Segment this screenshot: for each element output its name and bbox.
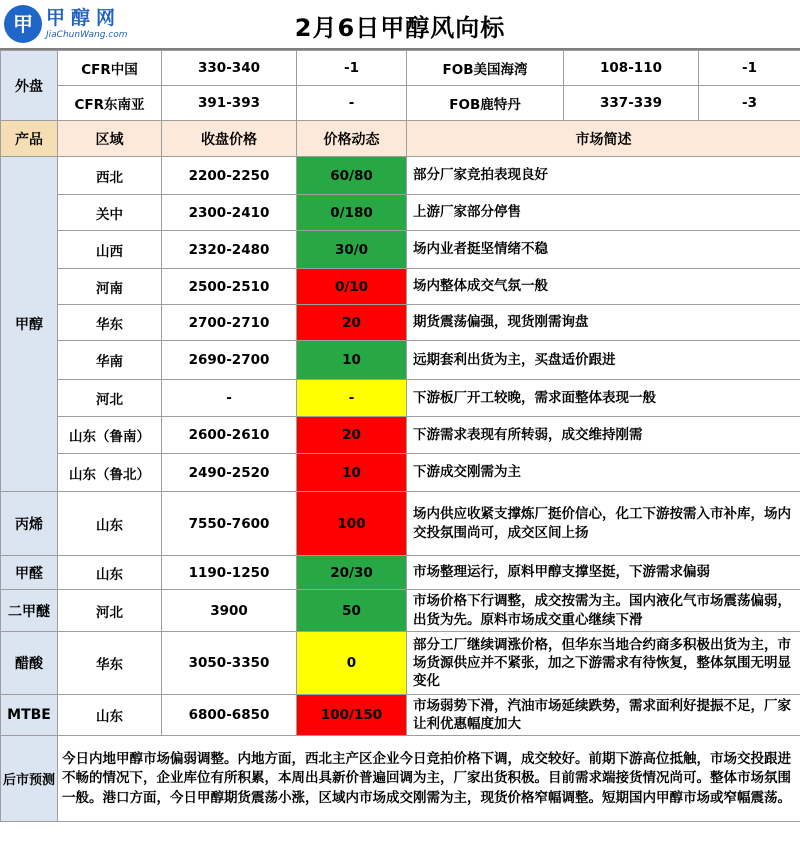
indicator-table xyxy=(0,50,800,822)
price-cell: - xyxy=(162,380,297,417)
price-cell: 2490-2520 xyxy=(162,454,297,492)
change-cell: 20 xyxy=(297,417,407,454)
logo-url: JiaChunWang.com xyxy=(46,30,128,40)
region-cell: 山东（鲁南） xyxy=(58,417,162,454)
region-cell: 华东 xyxy=(58,305,162,341)
price-cell: 3050-3350 xyxy=(162,632,297,695)
product-row xyxy=(1,590,800,632)
product-label: 甲醛 xyxy=(1,556,58,590)
external-market: CFR东南亚 xyxy=(58,86,162,121)
summary-cell: 市场弱势下滑，汽油市场延续跌势，需求面利好提振不足，厂家让利优惠幅度加大 xyxy=(407,695,800,736)
region-cell: 山东（鲁北） xyxy=(58,454,162,492)
forecast-row xyxy=(1,736,800,822)
summary-cell: 场内整体成交气氛一般 xyxy=(407,269,800,305)
methanol-row xyxy=(1,231,800,269)
change-cell: 30/0 xyxy=(297,231,407,269)
product-row xyxy=(1,695,800,736)
column-header-row xyxy=(1,121,800,157)
region-cell: 河北 xyxy=(58,380,162,417)
column-header-close-price: 收盘价格 xyxy=(162,121,297,157)
region-cell: 西北 xyxy=(58,157,162,195)
external-market: FOB美国海湾 xyxy=(407,51,564,86)
region-cell: 华南 xyxy=(58,341,162,380)
change-cell: - xyxy=(297,380,407,417)
logo-mark-icon: 甲 xyxy=(4,5,42,43)
external-price: 391-393 xyxy=(162,86,297,121)
product-label: 二甲醚 xyxy=(1,590,58,632)
region-cell: 河南 xyxy=(58,269,162,305)
external-market: CFR中国 xyxy=(58,51,162,86)
price-cell: 3900 xyxy=(162,590,297,632)
summary-cell: 下游成交刚需为主 xyxy=(407,454,800,492)
price-cell: 2700-2710 xyxy=(162,305,297,341)
price-cell: 2320-2480 xyxy=(162,231,297,269)
price-cell: 2200-2250 xyxy=(162,157,297,195)
methanol-row xyxy=(1,269,800,305)
product-row xyxy=(1,556,800,590)
column-header-product: 产品 xyxy=(1,121,58,157)
summary-cell: 远期套利出货为主，买盘适价跟进 xyxy=(407,341,800,380)
summary-cell: 下游板厂开工较晚，需求面整体表现一般 xyxy=(407,380,800,417)
logo-text: 甲醇网 xyxy=(46,7,122,29)
external-price: 108-110 xyxy=(564,51,699,86)
methanol-row xyxy=(1,157,800,195)
methanol-row xyxy=(1,195,800,231)
methanol-row xyxy=(1,341,800,380)
external-price: 337-339 xyxy=(564,86,699,121)
price-cell: 2500-2510 xyxy=(162,269,297,305)
change-cell: 10 xyxy=(297,454,407,492)
external-row xyxy=(1,86,800,121)
price-cell: 7550-7600 xyxy=(162,492,297,556)
change-cell: 50 xyxy=(297,590,407,632)
change-cell: 20 xyxy=(297,305,407,341)
product-row xyxy=(1,492,800,556)
external-change: -1 xyxy=(297,51,407,86)
region-cell: 华东 xyxy=(58,632,162,695)
external-price: 330-340 xyxy=(162,51,297,86)
change-cell: 0/10 xyxy=(297,269,407,305)
summary-cell: 场内业者挺坚情绪不稳 xyxy=(407,231,800,269)
change-cell: 100/150 xyxy=(297,695,407,736)
region-cell: 河北 xyxy=(58,590,162,632)
summary-cell: 市场价格下行调整，成交按需为主。国内液化气市场震荡偏弱，出货为先。原料市场成交重心继续下滑 xyxy=(407,590,800,632)
summary-cell: 场内供应收紧支撑炼厂挺价信心，化工下游按需入市补库，场内交投氛围尚可，成交区间上扬 xyxy=(407,492,800,556)
methanol-row xyxy=(1,454,800,492)
column-header-summary: 市场简述 xyxy=(407,121,800,157)
summary-cell: 部分工厂继续调涨价格，但华东当地合约商多积极出货为主，市场货源供应并不紧张，加之下游需求有待恢复，整体氛围无明显变化 xyxy=(407,632,800,695)
region-cell: 关中 xyxy=(58,195,162,231)
summary-cell: 期货震荡偏强，现货刚需询盘 xyxy=(407,305,800,341)
external-market: FOB鹿特丹 xyxy=(407,86,564,121)
summary-cell: 部分厂家竞拍表现良好 xyxy=(407,157,800,195)
external-change: -1 xyxy=(699,51,800,86)
product-label: 醋酸 xyxy=(1,632,58,695)
forecast-text: 今日内地甲醇市场偏弱调整。内地方面，西北主产区企业今日竞拍价格下调，成交较好。前期下游高位抵触，市场交投跟进不畅的情况下，企业库位有所积累，本周出具新价普遍回调为主，厂家出货积极。目前需求端接货情况尚可。整体市场氛围一般。港口方面，今日甲醇期货震荡小涨，区域内市场成交刚需为主，现货价格窄幅调整。短期国内甲醇市场或窄幅震荡。 xyxy=(58,736,800,822)
external-change: - xyxy=(297,86,407,121)
page-title: 2月6日甲醇风向标 xyxy=(294,14,506,42)
product-label: MTBE xyxy=(1,695,58,736)
price-cell: 2690-2700 xyxy=(162,341,297,380)
region-cell: 山东 xyxy=(58,695,162,736)
methanol-row xyxy=(1,305,800,341)
column-header-region: 区域 xyxy=(58,121,162,157)
change-cell: 20/30 xyxy=(297,556,407,590)
header xyxy=(0,0,800,50)
product-label: 丙烯 xyxy=(1,492,58,556)
column-header-change: 价格动态 xyxy=(297,121,407,157)
change-cell: 10 xyxy=(297,341,407,380)
change-cell: 100 xyxy=(297,492,407,556)
change-cell: 60/80 xyxy=(297,157,407,195)
product-label-methanol: 甲醇 xyxy=(1,157,58,492)
external-row xyxy=(1,51,800,86)
summary-cell: 市场整理运行，原料甲醇支撑坚挺，下游需求偏弱 xyxy=(407,556,800,590)
price-cell: 2600-2610 xyxy=(162,417,297,454)
external-change: -3 xyxy=(699,86,800,121)
methanol-row xyxy=(1,417,800,454)
change-cell: 0/180 xyxy=(297,195,407,231)
region-cell: 山西 xyxy=(58,231,162,269)
table-body xyxy=(1,51,800,822)
region-cell: 山东 xyxy=(58,556,162,590)
summary-cell: 上游厂家部分停售 xyxy=(407,195,800,231)
region-cell: 山东 xyxy=(58,492,162,556)
product-row xyxy=(1,632,800,695)
external-label: 外盘 xyxy=(1,51,58,121)
price-cell: 2300-2410 xyxy=(162,195,297,231)
price-cell: 6800-6850 xyxy=(162,695,297,736)
forecast-label: 后市预测 xyxy=(1,736,58,822)
price-cell: 1190-1250 xyxy=(162,556,297,590)
methanol-row xyxy=(1,380,800,417)
summary-cell: 下游需求表现有所转弱，成交维持刚需 xyxy=(407,417,800,454)
change-cell: 0 xyxy=(297,632,407,695)
